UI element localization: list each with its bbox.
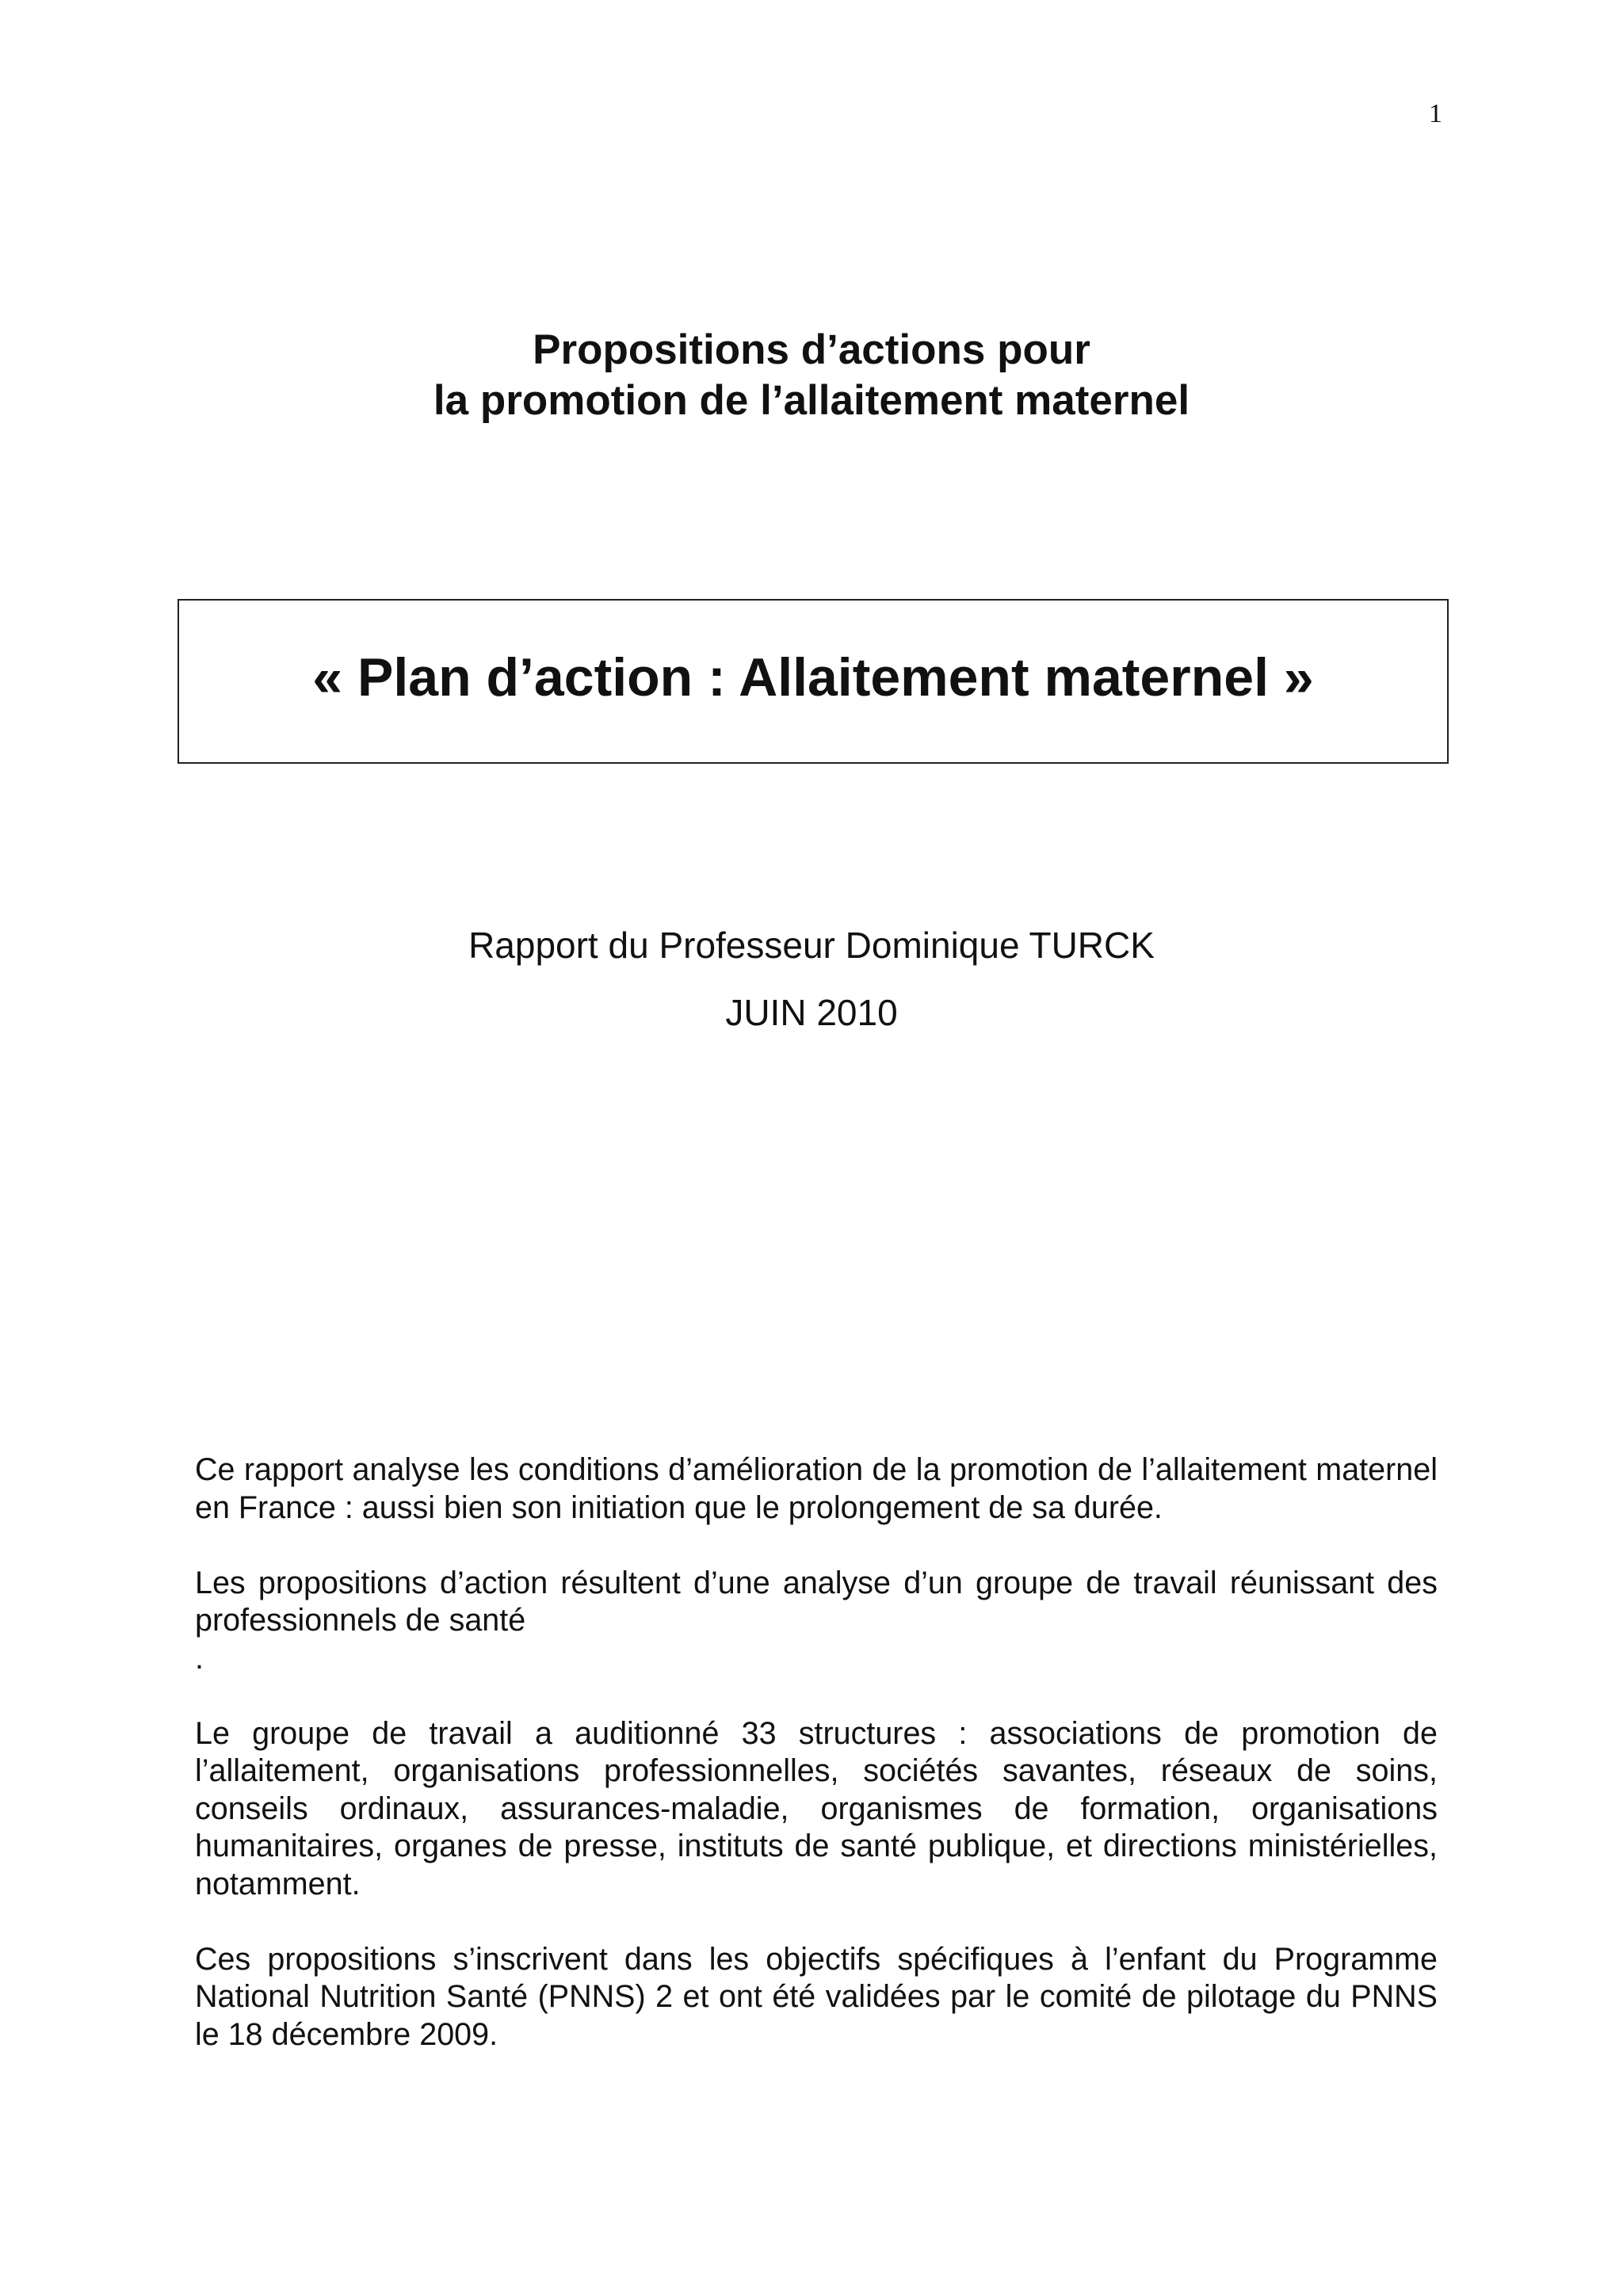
page-number: 1	[1429, 99, 1442, 128]
body-text	[195, 1451, 1438, 2092]
report-date: JUIN 2010	[725, 992, 898, 1033]
paragraph-2: Les propositions d’action résultent d’une analyse d’un groupe de travail réunissant des professionnels de santé	[195, 1565, 1438, 1638]
document-title-line-1: Propositions d’actions pour	[533, 326, 1090, 373]
document-title-line-2: la promotion de l’allaitement maternel	[433, 377, 1190, 424]
plan-title-box	[178, 599, 1449, 764]
report-author: Rapport du Professeur Dominique TURCK	[468, 925, 1155, 966]
plan-title: « Plan d’action : Allaitement maternel »	[312, 647, 1314, 707]
paragraph-3: Le groupe de travail a auditionné 33 structures : associations de promotion de l’allaitement, organisations professionnelles, sociétés savantes, réseaux de soins, conseils ordinaux, assurances-maladie, organismes de formation, organisations humanitaires, organes de presse, instituts de santé publique, et directions ministérielles, notamment.	[195, 1715, 1438, 1901]
paragraph-1: Ce rapport analyse les conditions d’amélioration de la promotion de l’allaitement maternel en France : aussi bien son initiation que le prolongement de sa durée.	[195, 1452, 1438, 1525]
document-title	[0, 325, 1623, 426]
paragraph-4: Ces propositions s’inscrivent dans les objectifs spécifiques à l’enfant du Programme National Nutrition Santé (PNNS) 2 et ont été validées par le comité de pilotage du PNNS le 18 décembre 2009.	[195, 1941, 1438, 2052]
paragraph-2-dot: .	[195, 1640, 204, 1676]
